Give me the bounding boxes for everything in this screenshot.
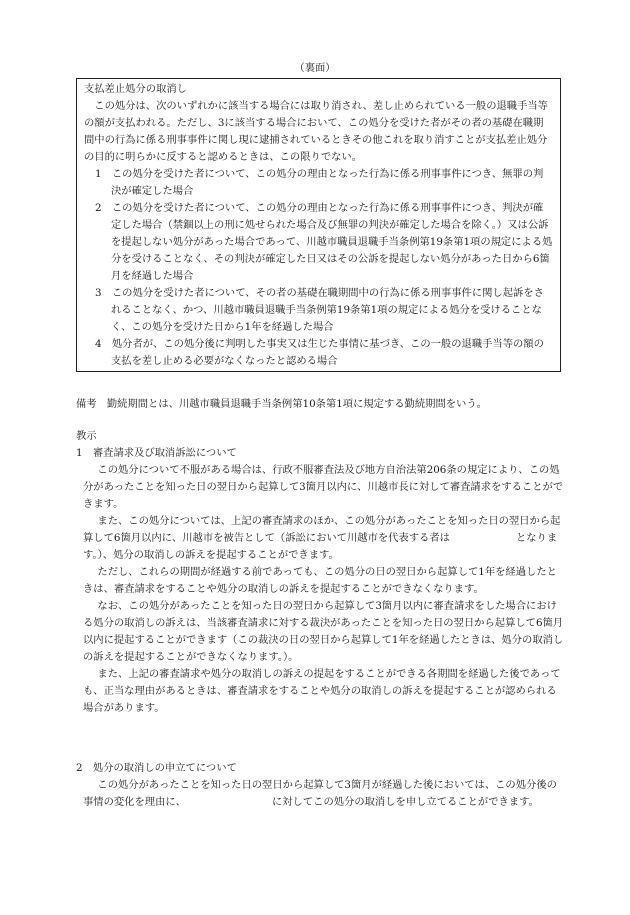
page-header: （裏面） (294, 62, 336, 74)
box-item-2: 2 この処分を受けた者について、この処分の理由となった行為に係る刑事事件につき、判決が確定した場合（禁錮以上の刑に処せられた場合及び無罪の判決が確定した場合を除く。）又は公訴を提起しない処分があった場合であって、川越市職員退職手当条例第19条第1項の規定による処分を受けることなく、その判決が確定した日又はその公訴を提起しない処分があった日から6箇月を経過した場合 (95, 202, 553, 282)
section1-paragraph-2 (76, 513, 566, 564)
box-item-4: 4 処分者が、この処分後に判明した事実又は生じた事情に基づき、この一般の退職手当等の額の支払を差し止める必要がなくなったと認める場合 (95, 338, 544, 367)
section1-paragraph-4: なお、この処分があったことを知った日の翌日から起算して3箇月以内に審査請求をした場合における処分の取消しの訴えは、当該審査請求に対する裁決があったことを知った日の翌日から起算して6箇月以内に提起することができます（この裁決の日の翌日から起算して1年を経過したときは、処分の取消しの訴えを提起することができなくなります。）。 (83, 600, 564, 663)
remarks-note: 備考 勤続期間とは、川越市職員退職手当条例第10条第1項に規定する勤続期間をいう。 (76, 398, 487, 410)
box-item-3: 3 この処分を受けた者について、その者の基礎在職期間中の行為に係る刑事事件に関し起訴をされることなく、かつ、川越市職員退職手当条例第19条第1項の規定による処分を受けることなく、この処分を受けた日から1年を経過した場合 (95, 287, 544, 333)
section1-title: 1 審査請求及び取消訴訟について (76, 447, 237, 459)
section1-paragraph-2b: となります。）、処分の取消しの訴えを提起することができます。 (83, 532, 558, 561)
box-intro: この処分は、次のいずれかに該当する場合には取り消され、差し止められている一般の退職手当等の額が支払われる。ただし、3に該当する場合において、この処分を受けた者がその者の基礎在職期間中の行為に係る刑事事件に関し現に逮捕されているときその他これを取り消すことが支払差止処分の目的に明らかに反すると認めるときは、この限りでない。 (84, 100, 548, 163)
section2-paragraph-1 (76, 777, 566, 811)
notice-label: 教示 (76, 430, 97, 442)
section2-paragraph-1a: この処分があったことを知った日の翌日から起算して3箇月が経過した後においては、この処分後の事情の変化を理由に、 (83, 779, 557, 808)
section1-paragraph-3: ただし、これらの期間が経過する前であっても、この処分の日の翌日から起算して1年を経過したときは、審査請求をすることや処分の取消しの訴えを提起することができなくなります。 (83, 566, 557, 595)
section2 (76, 760, 566, 811)
section1-paragraph-2a: また、この処分については、上記の審査請求のほか、この処分があったことを知った日の翌日から起算して6箇月以内に、川越市を被告として（訴訟において川越市を代表する者は (83, 515, 561, 544)
box-item-1: 1 この処分を受けた者について、この処分の理由となった行為に係る刑事事件につき、無罪の判決が確定した場合 (95, 168, 544, 197)
notice-section (76, 428, 566, 717)
section2-paragraph-1b: に対してこの処分の取消しを申し立てることができます。 (271, 796, 539, 808)
section1-paragraph-5: また、上記の審査請求や処分の取消しの訴えの提起をすることができる各期間を経過した後であっても、正当な理由があるときは、審査請求をすることや処分の取消しの訴えを提起することが認められる場合があります。 (83, 668, 561, 714)
section2-title: 2 処分の取消しの申立てについて (76, 762, 237, 774)
box-title: 支払差止処分の取消し (84, 83, 187, 95)
section1-paragraph-1: この処分について不服がある場合は、行政不服審査法及び地方自治法第206条の規定により、この処分があったことを知った日の翌日から起算して3箇月以内に、川越市長に対して審査請求をすることができます。 (83, 464, 564, 510)
cancellation-box (76, 78, 561, 372)
